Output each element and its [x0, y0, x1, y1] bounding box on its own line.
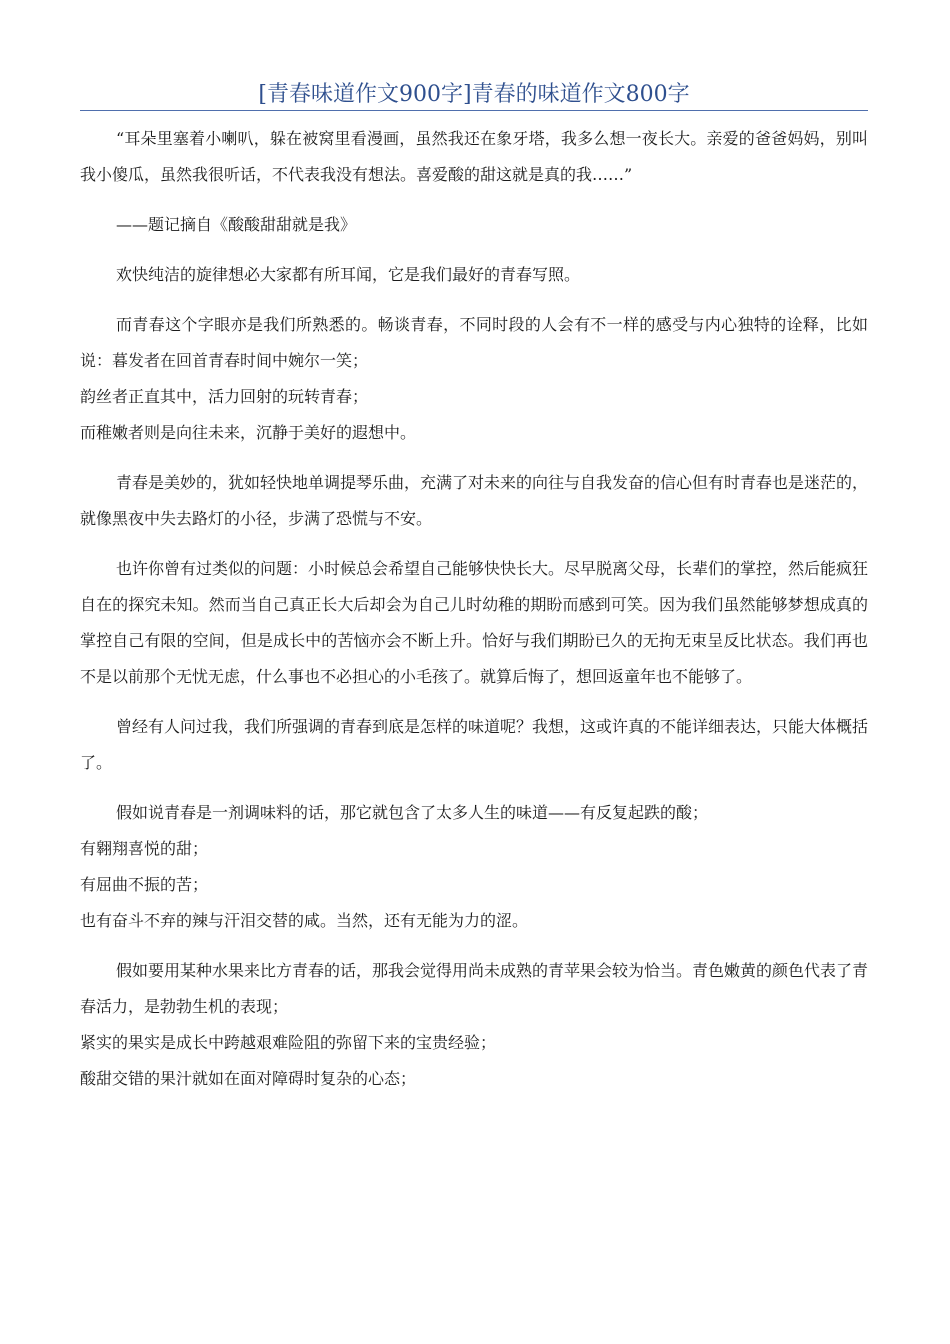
paragraph: 酸甜交错的果汁就如在面对障碍时复杂的心态；	[80, 1069, 417, 1088]
document-body	[80, 121, 868, 1097]
paragraph: 假如要用某种水果来比方青春的话，那我会觉得用尚未成熟的青苹果会较为恰当。青色嫩黄的颜色代表了青春活力，是勃勃生机的表现；	[80, 961, 869, 1016]
paragraph: 有翱翔喜悦的甜；	[80, 839, 209, 858]
paragraph: 曾经有人问过我，我们所强调的青春到底是怎样的味道呢？我想，这或许真的不能详细表达，只能大体概括了。	[80, 717, 869, 772]
paragraph: 韵丝者正直其中，活力回射的玩转青春；	[80, 387, 369, 406]
paragraph: 也许你曾有过类似的问题：小时候总会希望自己能够快快长大。尽早脱离父母，长辈们的掌控，然后能疯狂自在的探究未知。然而当自己真正长大后却会为自己儿时幼稚的期盼而感到可笑。因为我们虽然能够梦想成真的掌控自己有限的空间，但是成长中的苦恼亦会不断上升。恰好与我们期盼已久的无拘无束呈反比状态。我们再也不是以前那个无忧无虑，什么事也不必担心的小毛孩了。就算后悔了，想回返童年也不能够了。	[80, 559, 869, 686]
paragraph: 欢快纯洁的旋律想必大家都有所耳闻，它是我们最好的青春写照。	[116, 265, 581, 284]
paragraph: 假如说青春是一剂调味料的话，那它就包含了太多人生的味道——有反复起跌的酸；	[116, 803, 709, 822]
paragraph: 有屈曲不振的苦；	[80, 875, 209, 894]
paragraph: 也有奋斗不弃的辣与汗泪交替的咸。当然，还有无能为力的涩。	[80, 911, 529, 930]
document-title: [青春味道作文900字]青春的味道作文800字	[258, 82, 690, 107]
paragraph-epigraph-quote: “耳朵里塞着小喇叭，躲在被窝里看漫画，虽然我还在象牙塔，我多么想一夜长大。亲爱的爸爸妈妈，别叫我小傻瓜，虽然我很听话，不代表我没有想法。喜爱酸的甜这就是真的我……”	[80, 129, 868, 184]
paragraph: 紧实的果实是成长中跨越艰难险阻的弥留下来的宝贵经验；	[80, 1033, 497, 1052]
paragraph: 而稚嫩者则是向往未来，沉静于美好的遐想中。	[80, 423, 417, 442]
paragraph-epigraph-source: ——题记摘自《酸酸甜甜就是我》	[116, 215, 357, 234]
paragraph: 而青春这个字眼亦是我们所熟悉的。畅谈青春，不同时段的人会有不一样的感受与内心独特的诠释，比如说：暮发者在回首青春时间中婉尔一笑；	[80, 315, 868, 370]
title-underline	[80, 110, 868, 111]
paragraph: 青春是美妙的，犹如轻快地单调提琴乐曲，充满了对未来的向往与自我发奋的信心但有时青春也是迷茫的，就像黑夜中失去路灯的小径，步满了恐慌与不安。	[80, 473, 869, 528]
